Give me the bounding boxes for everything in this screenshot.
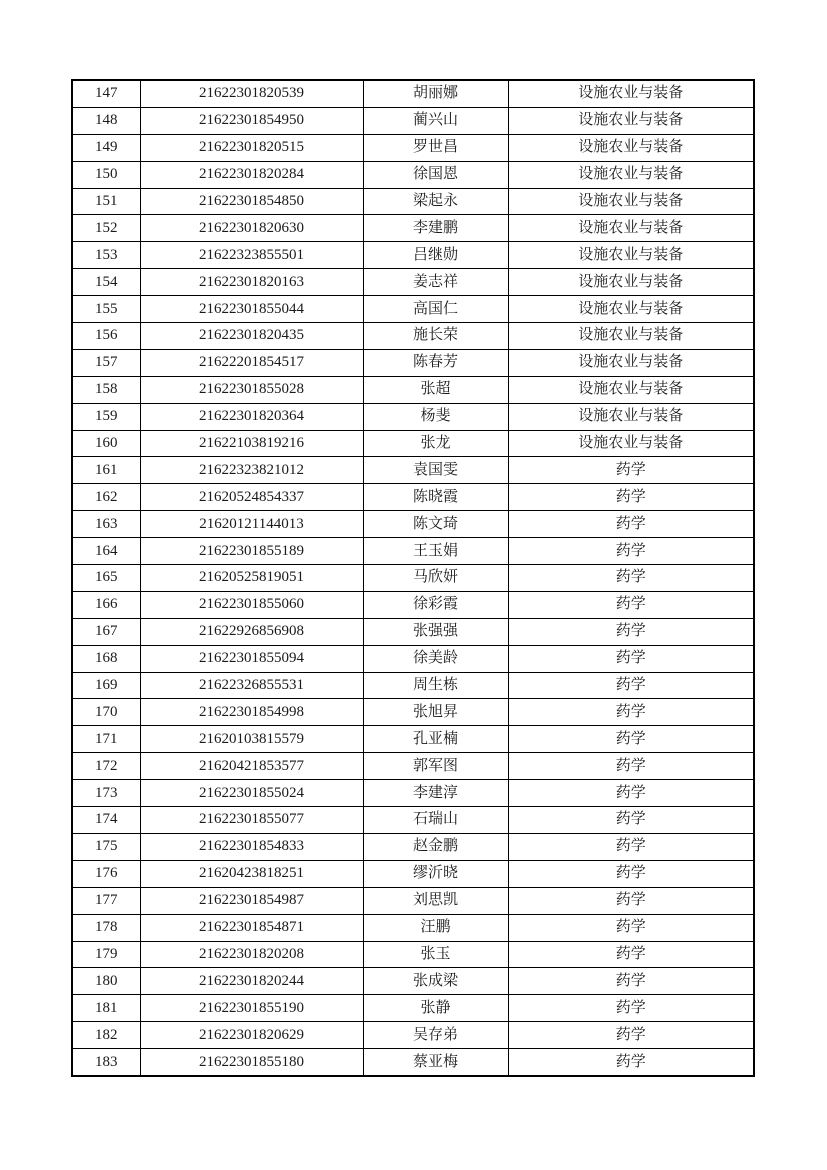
name-cell: 李建淳 bbox=[363, 780, 508, 807]
table-row bbox=[72, 80, 754, 107]
row-number-cell: 166 bbox=[72, 591, 140, 618]
name-cell: 梁起永 bbox=[363, 188, 508, 215]
major-cell: 药学 bbox=[508, 807, 754, 834]
major-cell: 设施农业与装备 bbox=[508, 242, 754, 269]
major-cell: 设施农业与装备 bbox=[508, 80, 754, 107]
roster-body bbox=[72, 80, 754, 1076]
name-cell: 张成梁 bbox=[363, 968, 508, 995]
row-number-cell: 168 bbox=[72, 645, 140, 672]
student-id-cell: 21622301855189 bbox=[140, 538, 363, 565]
major-cell: 药学 bbox=[508, 565, 754, 592]
row-number-cell: 158 bbox=[72, 376, 140, 403]
name-cell: 陈晓霞 bbox=[363, 484, 508, 511]
major-cell: 药学 bbox=[508, 887, 754, 914]
table-row bbox=[72, 269, 754, 296]
table-row bbox=[72, 914, 754, 941]
name-cell: 张龙 bbox=[363, 430, 508, 457]
row-number-cell: 161 bbox=[72, 457, 140, 484]
major-cell: 药学 bbox=[508, 591, 754, 618]
student-id-cell: 21622103819216 bbox=[140, 430, 363, 457]
table-row bbox=[72, 215, 754, 242]
major-cell: 设施农业与装备 bbox=[508, 323, 754, 350]
row-number-cell: 178 bbox=[72, 914, 140, 941]
major-cell: 药学 bbox=[508, 968, 754, 995]
table-row bbox=[72, 134, 754, 161]
table-row bbox=[72, 457, 754, 484]
major-cell: 药学 bbox=[508, 1049, 754, 1076]
name-cell: 张超 bbox=[363, 376, 508, 403]
major-cell: 设施农业与装备 bbox=[508, 107, 754, 134]
row-number-cell: 160 bbox=[72, 430, 140, 457]
student-id-cell: 21622301854871 bbox=[140, 914, 363, 941]
student-id-cell: 21622301820629 bbox=[140, 1022, 363, 1049]
major-cell: 药学 bbox=[508, 860, 754, 887]
student-id-cell: 21622301855028 bbox=[140, 376, 363, 403]
major-cell: 设施农业与装备 bbox=[508, 376, 754, 403]
table-row bbox=[72, 780, 754, 807]
row-number-cell: 170 bbox=[72, 699, 140, 726]
row-number-cell: 154 bbox=[72, 269, 140, 296]
student-id-cell: 21622323855501 bbox=[140, 242, 363, 269]
major-cell: 设施农业与装备 bbox=[508, 349, 754, 376]
student-id-cell: 21622301820208 bbox=[140, 941, 363, 968]
row-number-cell: 165 bbox=[72, 565, 140, 592]
table-row bbox=[72, 161, 754, 188]
name-cell: 赵金鹏 bbox=[363, 833, 508, 860]
table-row bbox=[72, 753, 754, 780]
major-cell: 药学 bbox=[508, 995, 754, 1022]
table-row bbox=[72, 833, 754, 860]
student-id-cell: 21622301855024 bbox=[140, 780, 363, 807]
student-id-cell: 21622926856908 bbox=[140, 618, 363, 645]
name-cell: 张旭昇 bbox=[363, 699, 508, 726]
table-row bbox=[72, 1022, 754, 1049]
major-cell: 药学 bbox=[508, 1022, 754, 1049]
table-row bbox=[72, 484, 754, 511]
table-row bbox=[72, 887, 754, 914]
name-cell: 施长荣 bbox=[363, 323, 508, 350]
name-cell: 胡丽娜 bbox=[363, 80, 508, 107]
major-cell: 药学 bbox=[508, 833, 754, 860]
student-id-cell: 21620103815579 bbox=[140, 726, 363, 753]
name-cell: 张强强 bbox=[363, 618, 508, 645]
row-number-cell: 152 bbox=[72, 215, 140, 242]
row-number-cell: 167 bbox=[72, 618, 140, 645]
major-cell: 药学 bbox=[508, 699, 754, 726]
major-cell: 药学 bbox=[508, 753, 754, 780]
student-id-cell: 21620121144013 bbox=[140, 511, 363, 538]
table-row bbox=[72, 807, 754, 834]
row-number-cell: 164 bbox=[72, 538, 140, 565]
major-cell: 设施农业与装备 bbox=[508, 403, 754, 430]
student-roster-table bbox=[71, 79, 755, 1077]
student-id-cell: 21620421853577 bbox=[140, 753, 363, 780]
name-cell: 缪沂晓 bbox=[363, 860, 508, 887]
major-cell: 设施农业与装备 bbox=[508, 430, 754, 457]
row-number-cell: 180 bbox=[72, 968, 140, 995]
row-number-cell: 162 bbox=[72, 484, 140, 511]
name-cell: 张静 bbox=[363, 995, 508, 1022]
student-id-cell: 21622301820630 bbox=[140, 215, 363, 242]
name-cell: 王玉娟 bbox=[363, 538, 508, 565]
name-cell: 姜志祥 bbox=[363, 269, 508, 296]
major-cell: 药学 bbox=[508, 941, 754, 968]
name-cell: 袁国雯 bbox=[363, 457, 508, 484]
name-cell: 陈春芳 bbox=[363, 349, 508, 376]
student-id-cell: 21622301820515 bbox=[140, 134, 363, 161]
major-cell: 药学 bbox=[508, 780, 754, 807]
major-cell: 药学 bbox=[508, 511, 754, 538]
name-cell: 高国仁 bbox=[363, 296, 508, 323]
table-row bbox=[72, 403, 754, 430]
student-id-cell: 21622301855094 bbox=[140, 645, 363, 672]
table-row bbox=[72, 511, 754, 538]
table-row bbox=[72, 565, 754, 592]
student-id-cell: 21622301855077 bbox=[140, 807, 363, 834]
row-number-cell: 173 bbox=[72, 780, 140, 807]
name-cell: 陈文琦 bbox=[363, 511, 508, 538]
student-id-cell: 21622301854833 bbox=[140, 833, 363, 860]
major-cell: 设施农业与装备 bbox=[508, 269, 754, 296]
name-cell: 徐国恩 bbox=[363, 161, 508, 188]
major-cell: 药学 bbox=[508, 645, 754, 672]
table-row bbox=[72, 672, 754, 699]
table-row bbox=[72, 538, 754, 565]
student-id-cell: 21622301854998 bbox=[140, 699, 363, 726]
major-cell: 设施农业与装备 bbox=[508, 161, 754, 188]
table-row bbox=[72, 860, 754, 887]
major-cell: 药学 bbox=[508, 726, 754, 753]
student-id-cell: 21622301854987 bbox=[140, 887, 363, 914]
student-id-cell: 21622301855190 bbox=[140, 995, 363, 1022]
row-number-cell: 149 bbox=[72, 134, 140, 161]
table-row bbox=[72, 968, 754, 995]
major-cell: 药学 bbox=[508, 914, 754, 941]
row-number-cell: 169 bbox=[72, 672, 140, 699]
student-id-cell: 21622301854950 bbox=[140, 107, 363, 134]
table-row bbox=[72, 1049, 754, 1076]
student-id-cell: 21622301820435 bbox=[140, 323, 363, 350]
major-cell: 药学 bbox=[508, 484, 754, 511]
name-cell: 罗世昌 bbox=[363, 134, 508, 161]
row-number-cell: 172 bbox=[72, 753, 140, 780]
name-cell: 石瑞山 bbox=[363, 807, 508, 834]
row-number-cell: 163 bbox=[72, 511, 140, 538]
name-cell: 吕继勋 bbox=[363, 242, 508, 269]
table-row bbox=[72, 645, 754, 672]
major-cell: 药学 bbox=[508, 618, 754, 645]
major-cell: 设施农业与装备 bbox=[508, 134, 754, 161]
table-row bbox=[72, 430, 754, 457]
student-id-cell: 21622301820539 bbox=[140, 80, 363, 107]
row-number-cell: 159 bbox=[72, 403, 140, 430]
name-cell: 张玉 bbox=[363, 941, 508, 968]
student-id-cell: 21620525819051 bbox=[140, 565, 363, 592]
name-cell: 吴存弟 bbox=[363, 1022, 508, 1049]
name-cell: 杨斐 bbox=[363, 403, 508, 430]
name-cell: 郭军图 bbox=[363, 753, 508, 780]
row-number-cell: 147 bbox=[72, 80, 140, 107]
table-row bbox=[72, 323, 754, 350]
row-number-cell: 151 bbox=[72, 188, 140, 215]
row-number-cell: 174 bbox=[72, 807, 140, 834]
table-row bbox=[72, 699, 754, 726]
row-number-cell: 177 bbox=[72, 887, 140, 914]
row-number-cell: 153 bbox=[72, 242, 140, 269]
name-cell: 汪鹏 bbox=[363, 914, 508, 941]
row-number-cell: 155 bbox=[72, 296, 140, 323]
student-id-cell: 21622326855531 bbox=[140, 672, 363, 699]
student-id-cell: 21622323821012 bbox=[140, 457, 363, 484]
row-number-cell: 156 bbox=[72, 323, 140, 350]
student-id-cell: 21622201854517 bbox=[140, 349, 363, 376]
major-cell: 设施农业与装备 bbox=[508, 296, 754, 323]
name-cell: 李建鹏 bbox=[363, 215, 508, 242]
row-number-cell: 157 bbox=[72, 349, 140, 376]
row-number-cell: 183 bbox=[72, 1049, 140, 1076]
student-id-cell: 21622301855044 bbox=[140, 296, 363, 323]
row-number-cell: 171 bbox=[72, 726, 140, 753]
student-id-cell: 21622301820364 bbox=[140, 403, 363, 430]
name-cell: 孔亚楠 bbox=[363, 726, 508, 753]
table-row bbox=[72, 107, 754, 134]
table-row bbox=[72, 188, 754, 215]
table-row bbox=[72, 941, 754, 968]
row-number-cell: 148 bbox=[72, 107, 140, 134]
row-number-cell: 181 bbox=[72, 995, 140, 1022]
table-row bbox=[72, 296, 754, 323]
student-id-cell: 21622301820244 bbox=[140, 968, 363, 995]
name-cell: 徐彩霞 bbox=[363, 591, 508, 618]
name-cell: 蔺兴山 bbox=[363, 107, 508, 134]
table-row bbox=[72, 995, 754, 1022]
major-cell: 设施农业与装备 bbox=[508, 188, 754, 215]
student-id-cell: 21622301855180 bbox=[140, 1049, 363, 1076]
student-id-cell: 21622301854850 bbox=[140, 188, 363, 215]
name-cell: 徐美龄 bbox=[363, 645, 508, 672]
student-id-cell: 21620524854337 bbox=[140, 484, 363, 511]
name-cell: 周生栋 bbox=[363, 672, 508, 699]
table-row bbox=[72, 618, 754, 645]
student-id-cell: 21622301820284 bbox=[140, 161, 363, 188]
table-row bbox=[72, 349, 754, 376]
row-number-cell: 176 bbox=[72, 860, 140, 887]
table-row bbox=[72, 591, 754, 618]
row-number-cell: 150 bbox=[72, 161, 140, 188]
row-number-cell: 182 bbox=[72, 1022, 140, 1049]
major-cell: 设施农业与装备 bbox=[508, 215, 754, 242]
major-cell: 药学 bbox=[508, 538, 754, 565]
major-cell: 药学 bbox=[508, 672, 754, 699]
student-id-cell: 21620423818251 bbox=[140, 860, 363, 887]
student-id-cell: 21622301820163 bbox=[140, 269, 363, 296]
table-row bbox=[72, 242, 754, 269]
student-id-cell: 21622301855060 bbox=[140, 591, 363, 618]
name-cell: 马欣妍 bbox=[363, 565, 508, 592]
name-cell: 刘思凯 bbox=[363, 887, 508, 914]
row-number-cell: 175 bbox=[72, 833, 140, 860]
table-row bbox=[72, 376, 754, 403]
major-cell: 药学 bbox=[508, 457, 754, 484]
table-row bbox=[72, 726, 754, 753]
name-cell: 蔡亚梅 bbox=[363, 1049, 508, 1076]
row-number-cell: 179 bbox=[72, 941, 140, 968]
